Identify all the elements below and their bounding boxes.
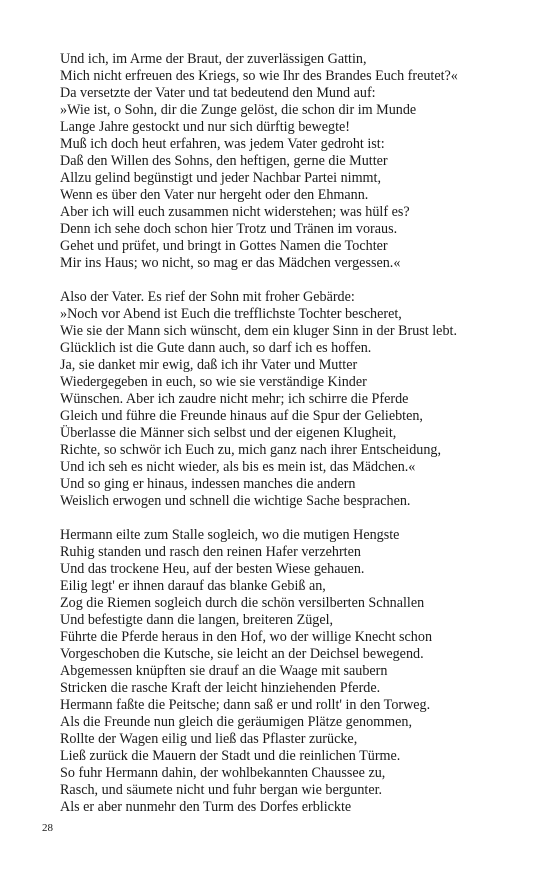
verse-line: Lange Jahre gestockt und nur sich dürftig bewegte! [60, 119, 350, 135]
verse-line: Vorgeschoben die Kutsche, sie leicht an der Deichsel bewegend. [60, 646, 424, 662]
verse-line: Muß ich doch heut erfahren, was jedem Vater gedroht ist: [60, 136, 385, 152]
page-number: 28 [42, 822, 53, 834]
verse-line: Rasch, und säumete nicht und fuhr bergan wie bergunter. [60, 782, 383, 798]
verse-line: Führte die Pferde heraus in den Hof, wo der willige Knecht schon [60, 629, 433, 645]
verse-line: So fuhr Hermann dahin, der wohlbekannten Chaussee zu, [60, 765, 386, 781]
verse-line: »Wie ist, o Sohn, dir die Zunge gelöst, die schon dir im Munde [60, 102, 417, 118]
verse-line: Und ich, im Arme der Braut, der zuverlässigen Gattin, [60, 51, 367, 67]
stanza [60, 527, 540, 816]
verse-line: Hermann faßte die Peitsche; dann saß er und rollt' in den Torweg. [60, 697, 431, 713]
verse-line: Eilig legt' er ihnen darauf das blanke Gebiß an, [60, 578, 326, 594]
verse-line: Ließ zurück die Mauern der Stadt und die reinlichen Türme. [60, 748, 401, 764]
verse-line: Richte, so schwör ich Euch zu, mich ganz nach ihrer Entscheidung, [60, 442, 442, 458]
verse-line: Wiedergegeben in euch, so wie sie verständige Kinder [60, 374, 367, 390]
verse-line: Hermann eilte zum Stalle sogleich, wo die mutigen Hengste [60, 527, 400, 543]
verse-line: Gleich und führe die Freunde hinaus auf die Spur der Geliebten, [60, 408, 423, 424]
stanza [60, 51, 540, 272]
verse-line: Ja, sie danket mir ewig, daß ich ihr Vater und Mutter [60, 357, 358, 373]
verse-line: Aber ich will euch zusammen nicht widerstehen; was hülf es? [60, 204, 410, 220]
verse-line: Also der Vater. Es rief der Sohn mit froher Gebärde: [60, 289, 355, 305]
verse-line: Abgemessen knüpften sie drauf an die Waage mit saubern [60, 663, 388, 679]
verse-line: Rollte der Wagen eilig und ließ das Pflaster zurücke, [60, 731, 358, 747]
verse-line: Glücklich ist die Gute dann auch, so darf ich es hoffen. [60, 340, 372, 356]
verse-line: Zog die Riemen sogleich durch die schön versilberten Schnallen [60, 595, 425, 611]
verse-line: Wie sie der Mann sich wünscht, dem ein kluger Sinn in der Brust lebt. [60, 323, 457, 339]
verse-line: Weislich erwogen und schnell die wichtige Sache besprachen. [60, 493, 411, 509]
verse-line: Wünschen. Aber ich zaudre nicht mehr; ich schirre die Pferde [60, 391, 409, 407]
verse-line: Da versetzte der Vater und tat bedeutend den Mund auf: [60, 85, 376, 101]
verse-line: »Noch vor Abend ist Euch die trefflichste Tochter bescheret, [60, 306, 402, 322]
verse-line: Und ich seh es nicht wieder, als bis es mein ist, das Mädchen.« [60, 459, 416, 475]
verse-line: Überlasse die Männer sich selbst und der eigenen Klugheit, [60, 425, 397, 441]
verse-line: Ruhig standen und rasch den reinen Hafer verzehrten [60, 544, 361, 560]
verse-line: Gehet und prüfet, und bringt in Gottes Namen die Tochter [60, 238, 388, 254]
verse-line: Als er aber nunmehr den Turm des Dorfes erblickte [60, 799, 352, 815]
verse-line: Und befestigte dann die langen, breiteren Zügel, [60, 612, 334, 628]
verse-line: Als die Freunde nun gleich die geräumigen Plätze genommen, [60, 714, 412, 730]
verse-line: Und das trockene Heu, auf der besten Wiese gehauen. [60, 561, 365, 577]
poem-text [60, 51, 540, 816]
stanza [60, 289, 540, 510]
verse-line: Daß den Willen des Sohns, den heftigen, gerne die Mutter [60, 153, 388, 169]
verse-line: Mir ins Haus; wo nicht, so mag er das Mädchen vergessen.« [60, 255, 401, 271]
verse-line: Und so ging er hinaus, indessen manches die andern [60, 476, 356, 492]
verse-line: Stricken die rasche Kraft der leicht hinziehenden Pferde. [60, 680, 381, 696]
verse-line: Allzu gelind begünstigt und jeder Nachbar Partei nimmt, [60, 170, 382, 186]
verse-line: Mich nicht erfreuen des Kriegs, so wie Ihr des Brandes Euch freutet?« [60, 68, 458, 84]
verse-line: Denn ich sehe doch schon hier Trotz und Tränen im voraus. [60, 221, 398, 237]
verse-line: Wenn es über den Vater nur hergeht oder den Ehmann. [60, 187, 369, 203]
